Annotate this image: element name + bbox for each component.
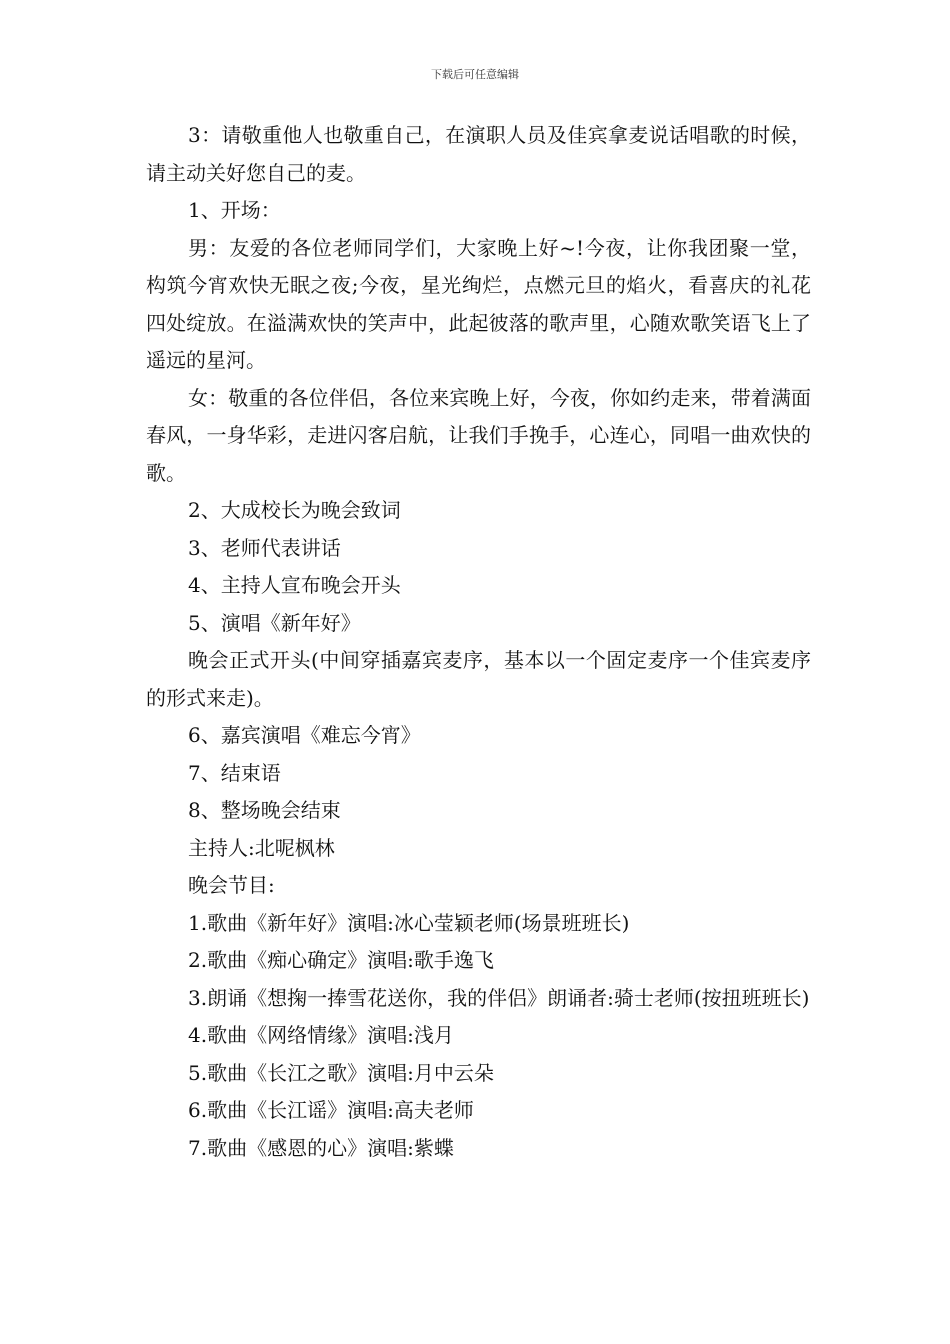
list-item: 7、结束语 [188,760,281,785]
document-body [146,117,811,1167]
host-line: 主持人:北呢枫林 [188,835,335,860]
program-item: 3.朗诵《想掬一捧雪花送你，我的伴侣》朗诵者:骑士老师(按扭班班长) [188,985,810,1010]
list-item: 8、整场晚会结束 [188,798,341,822]
paragraph-opening-heading: 1、开场： [188,198,281,222]
list-item: 4、主持人宣布晚会开头 [188,573,401,597]
list-item: 2、大成校长为晚会致词 [188,498,401,522]
list-item: 6、嘉宾演唱《难忘今宵》 [188,723,421,747]
paragraph-rule-3: 3：请敬重他人也敬重自己，在演职人员及佳宾拿麦说话唱歌的时候，请主动关好您自己的麦。 [146,123,811,185]
program-item: 2.歌曲《痴心确定》演唱:歌手逸飞 [188,948,494,972]
list-item: 3、老师代表讲话 [188,535,341,560]
paragraph-male-host: 男：友爱的各位老师同学们，大家晚上好~!今夜，让你我团聚一堂，构筑今宵欢快无眠之夜;今夜，星光绚烂，点燃元旦的焰火，看喜庆的礼花四处绽放。在溢满欢快的笑声中，此起彼落的歌声里，心随欢歌笑语飞上了遥远的星河。 [146,235,811,372]
list-item: 5、演唱《新年好》 [188,610,361,635]
program-item: 7.歌曲《感恩的心》演唱:紫蝶 [188,1135,454,1160]
program-item: 5.歌曲《长江之歌》演唱:月中云朵 [188,1060,494,1085]
program-item: 6.歌曲《长江谣》演唱:高夫老师 [188,1098,474,1122]
page-header-note: 下载后可任意编辑 [431,68,519,81]
program-item: 1.歌曲《新年好》演唱:冰心莹颖老师(场景班班长) [188,910,630,935]
program-heading: 晚会节目: [188,873,275,897]
paragraph-formal-start: 晚会正式开头(中间穿插嘉宾麦序，基本以一个固定麦序一个佳宾麦序的形式来走)。 [146,648,811,710]
paragraph-female-host: 女：敬重的各位伴侣，各位来宾晚上好，今夜，你如约走来，带着满面春风，一身华彩，走进闪客启航，让我们手挽手，心连心，同唱一曲欢快的歌。 [146,385,811,485]
program-item: 4.歌曲《网络情缘》演唱:浅月 [188,1023,454,1047]
